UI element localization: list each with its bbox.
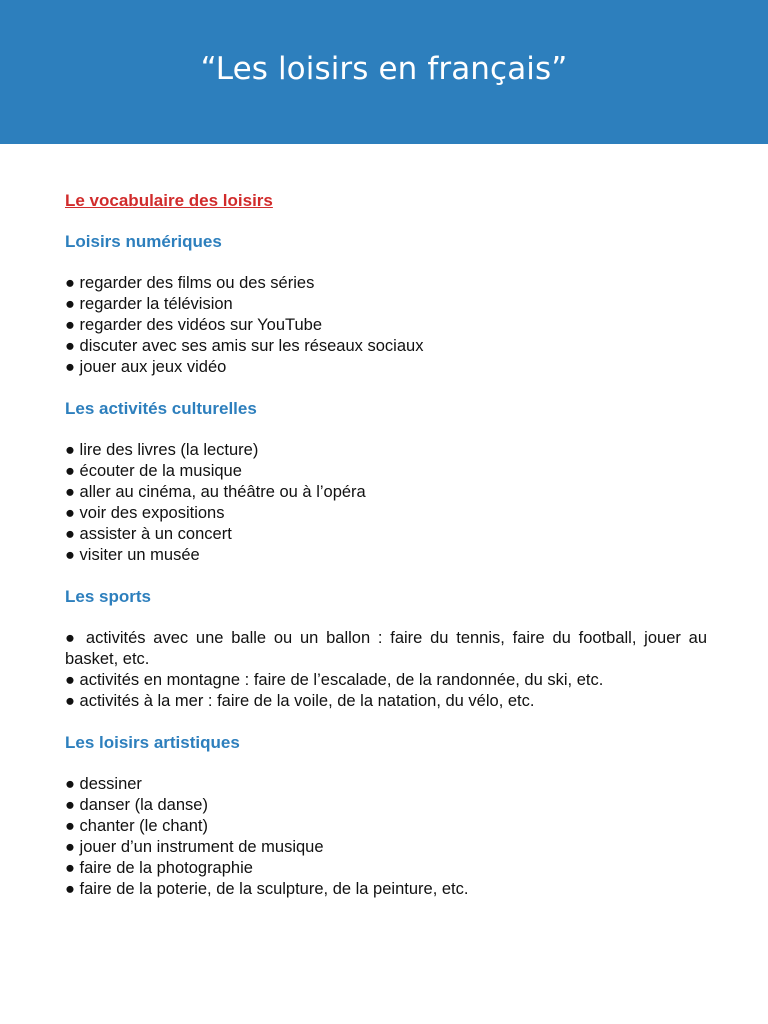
section-title: Les activités culturelles	[65, 399, 257, 418]
list-item: ● aller au cinéma, au théâtre ou à l’opéra	[65, 483, 366, 501]
list-item: ● activités en montagne : faire de l’escalade, de la randonnée, du ski, etc.	[65, 671, 604, 689]
list-item: ● jouer aux jeux vidéo	[65, 358, 227, 376]
page-header	[0, 0, 768, 144]
page-title: “Les loisirs en français”	[200, 51, 568, 87]
list-item: ● écouter de la musique	[65, 462, 242, 480]
section-loisirs-numeriques	[65, 231, 707, 378]
document-body	[65, 190, 707, 920]
list-item: ● discuter avec ses amis sur les réseaux sociaux	[65, 337, 424, 355]
list-item: ● regarder des films ou des séries	[65, 274, 315, 292]
list-item: ● faire de la poterie, de la sculpture, de la peinture, etc.	[65, 880, 469, 898]
document-heading: Le vocabulaire des loisirs	[65, 191, 273, 210]
list-item: ● chanter (le chant)	[65, 817, 208, 835]
list-item: ● jouer d’un instrument de musique	[65, 838, 324, 856]
list-item: ● assister à un concert	[65, 525, 232, 543]
list-item: ● dessiner	[65, 775, 142, 793]
list-item: ● faire de la photographie	[65, 859, 253, 877]
section-activites-culturelles	[65, 398, 707, 566]
section-sports	[65, 586, 707, 712]
list-item: ● regarder la télévision	[65, 295, 233, 313]
list-item: ● lire des livres (la lecture)	[65, 441, 259, 459]
section-title: Les loisirs artistiques	[65, 733, 240, 752]
section-title: Loisirs numériques	[65, 232, 222, 251]
list-item: ● visiter un musée	[65, 546, 200, 564]
list-item: ● voir des expositions	[65, 504, 225, 522]
section-loisirs-artistiques	[65, 732, 707, 900]
list-item: ● danser (la danse)	[65, 796, 208, 814]
list-item: ● regarder des vidéos sur YouTube	[65, 316, 323, 334]
section-title: Les sports	[65, 587, 151, 606]
list-item: ● activités avec une balle ou un ballon : faire du tennis, faire du football, jouer au basket, etc.	[65, 629, 707, 668]
list-item: ● activités à la mer : faire de la voile, de la natation, du vélo, etc.	[65, 692, 535, 710]
